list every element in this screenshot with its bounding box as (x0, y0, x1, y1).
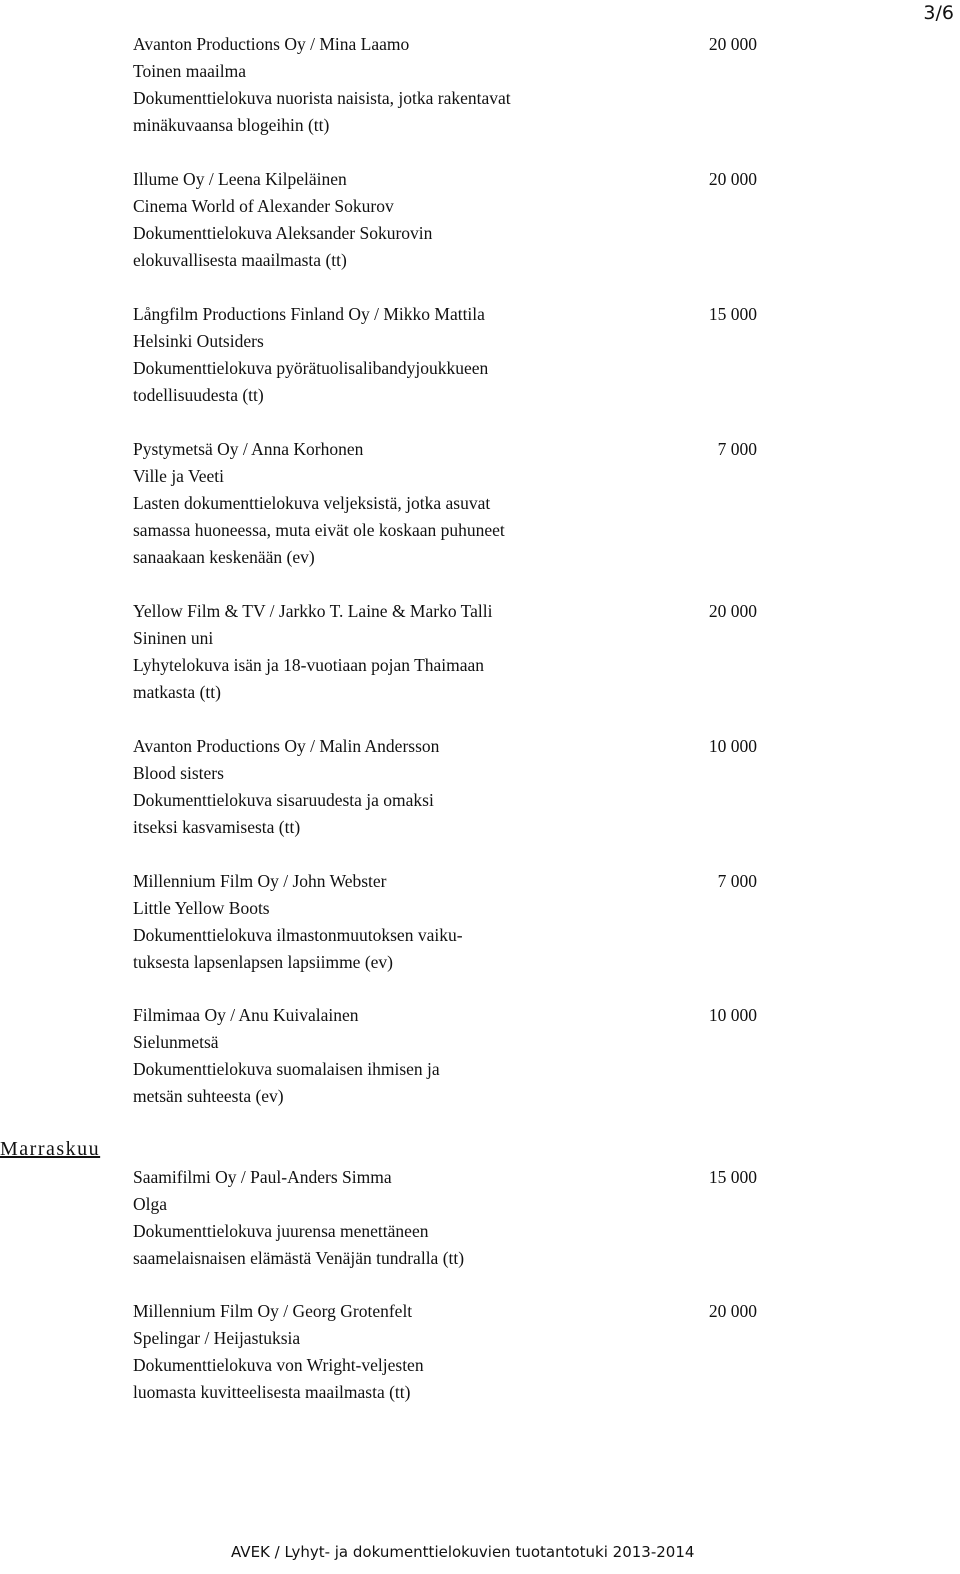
description-line: luomasta kuvitteelisesta maailmasta (tt) (133, 1382, 411, 1402)
grant-entry (133, 598, 757, 706)
grant-amount: 10 000 (708, 1005, 757, 1025)
description-line: tuksesta lapsenlapsen lapsiimme (ev) (133, 952, 393, 972)
page-footer: AVEK / Lyhyt- ja dokumenttielokuvien tuotantotuki 2013-2014 (231, 1543, 695, 1561)
film-title: Spelingar / Heijastuksia (133, 1328, 301, 1348)
producer: Avanton Productions Oy / Malin Andersson (133, 736, 440, 756)
page-number: 3/6 (923, 2, 954, 24)
film-title: Blood sisters (133, 763, 224, 783)
grant-amount: 15 000 (708, 1167, 757, 1187)
grant-entry (133, 733, 757, 841)
film-title: Helsinki Outsiders (133, 331, 264, 351)
grant-entry (133, 1164, 757, 1272)
producer: Illume Oy / Leena Kilpeläinen (133, 169, 347, 189)
film-title: Olga (133, 1194, 168, 1214)
description-line: Dokumenttielokuva von Wright-veljesten (133, 1355, 424, 1375)
producer: Pystymetsä Oy / Anna Korhonen (133, 439, 364, 459)
grant-entry (133, 166, 757, 274)
grant-entry (133, 868, 757, 976)
grant-amount: 20 000 (708, 1301, 757, 1321)
description-line: todellisuudesta (tt) (133, 385, 264, 405)
producer: Saamifilmi Oy / Paul-Anders Simma (133, 1167, 392, 1187)
film-title: Little Yellow Boots (133, 898, 270, 918)
description-line: samassa huoneessa, muta eivät ole koskaan puhuneet (133, 520, 505, 540)
description-line: minäkuvaansa blogeihin (tt) (133, 115, 330, 135)
film-title: Sielunmetsä (133, 1032, 219, 1052)
grant-entry (133, 1298, 757, 1406)
grant-amount: 20 000 (708, 34, 757, 54)
producer: Yellow Film & TV / Jarkko T. Laine & Marko Talli (133, 601, 493, 621)
film-title: Ville ja Veeti (133, 466, 224, 486)
film-title: Toinen maailma (133, 61, 246, 81)
grant-entry (133, 31, 757, 139)
producer: Avanton Productions Oy / Mina Laamo (133, 34, 410, 54)
film-title: Sininen uni (133, 628, 214, 648)
producer: Långfilm Productions Finland Oy / Mikko Mattila (133, 304, 485, 324)
grant-amount: 20 000 (708, 601, 757, 621)
producer: Millennium Film Oy / Georg Grotenfelt (133, 1301, 413, 1321)
description-line: Dokumenttielokuva sisaruudesta ja omaksi (133, 790, 434, 810)
description-line: Lyhytelokuva isän ja 18-vuotiaan pojan Thaimaan (133, 655, 485, 675)
description-line: Lasten dokumenttielokuva veljeksistä, jotka asuvat (133, 493, 491, 513)
description-line: Dokumenttielokuva nuorista naisista, jotka rakentavat (133, 88, 511, 108)
grant-amount: 10 000 (708, 736, 757, 756)
description-line: Dokumenttielokuva juurensa menettäneen (133, 1221, 429, 1241)
grant-entry (133, 1002, 757, 1110)
month-heading: Marraskuu (0, 1138, 101, 1160)
description-line: Dokumenttielokuva pyörätuolisalibandyjoukkueen (133, 358, 489, 378)
description-line: elokuvallisesta maailmasta (tt) (133, 250, 347, 270)
film-title: Cinema World of Alexander Sokurov (133, 196, 394, 216)
producer: Filmimaa Oy / Anu Kuivalainen (133, 1005, 359, 1025)
description-line: Dokumenttielokuva suomalaisen ihmisen ja (133, 1059, 440, 1079)
grant-amount: 7 000 (717, 439, 757, 459)
description-line: matkasta (tt) (133, 682, 221, 702)
grant-entry (133, 301, 757, 409)
description-line: itseksi kasvamisesta (tt) (133, 817, 301, 837)
description-line: sanaakaan keskenään (ev) (133, 547, 315, 567)
producer: Millennium Film Oy / John Webster (133, 871, 387, 891)
grant-amount: 15 000 (708, 304, 757, 324)
description-line: Dokumenttielokuva ilmastonmuutoksen vaiku- (133, 925, 463, 945)
grant-amount: 20 000 (708, 169, 757, 189)
description-line: Dokumenttielokuva Aleksander Sokurovin (133, 223, 433, 243)
description-line: saamelaisnaisen elämästä Venäjän tundralla (tt) (133, 1248, 465, 1268)
grant-entry (133, 436, 757, 571)
grant-amount: 7 000 (717, 871, 757, 891)
description-line: metsän suhteesta (ev) (133, 1086, 284, 1106)
